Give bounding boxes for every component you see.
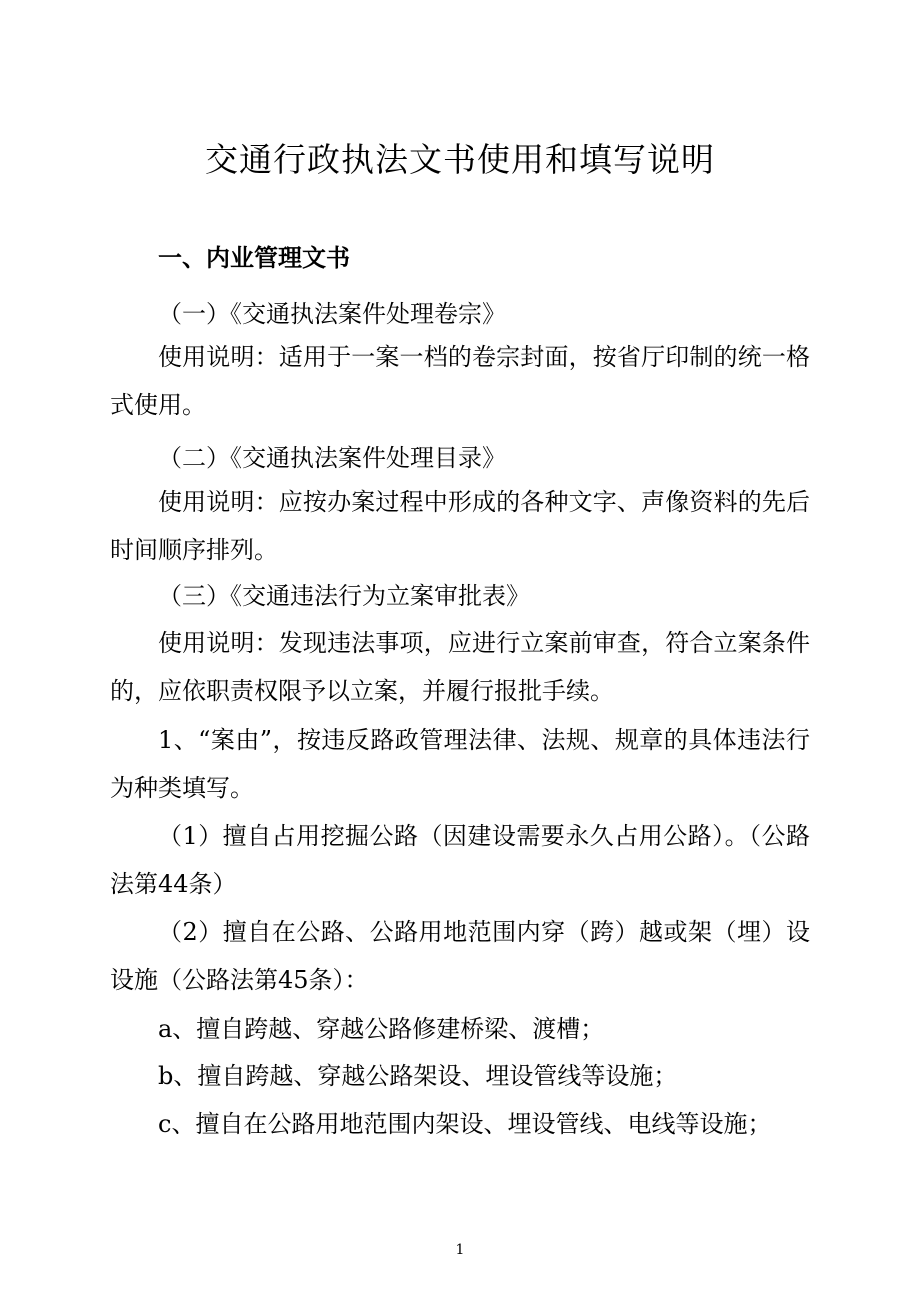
document-title: 交通行政执法文书使用和填写说明 xyxy=(205,140,715,179)
paragraph-item-2-usage: 使用说明：应按办案过程中形成的各种文字、声像资料的先后时间顺序排列。 xyxy=(110,488,810,564)
paragraph-subitem-1: （1）擅自占用挖掘公路（因建设需要永久占用公路）。（公路法第44条） xyxy=(110,822,810,898)
paragraph-item-2-title: （二）《交通执法案件处理目录》 xyxy=(158,444,506,472)
paragraph-item-3-title: （三）《交通违法行为立案审批表》 xyxy=(158,582,530,610)
paragraph-item-1-usage: 使用说明：适用于一案一档的卷宗封面，按省厅印制的统一格式使用。 xyxy=(110,343,810,419)
paragraph-subitem-b: b、擅自跨越、穿越公路架设、埋设管线等设施； xyxy=(158,1062,678,1090)
section-heading: 一、内业管理文书 xyxy=(158,244,350,272)
paragraph-item-3-usage: 使用说明：发现违法事项，应进行立案前审查，符合立案条件的，应依职责权限予以立案，并履行报批手续。 xyxy=(110,629,810,705)
page-number: 1 xyxy=(455,1242,465,1258)
paragraph-subitem-a: a、擅自跨越、穿越公路修建桥梁、渡槽； xyxy=(158,1015,605,1043)
paragraph-item-1-title: （一）《交通执法案件处理卷宗》 xyxy=(158,300,506,328)
paragraph-subitem-2: （2）擅自在公路、公路用地范围内穿（跨）越或架（埋）设设施（公路法第45条）： xyxy=(110,918,810,994)
paragraph-subitem-c: c、擅自在公路用地范围内架设、埋设管线、电线等设施； xyxy=(158,1110,772,1138)
paragraph-case-reason: 1、“案由”，按违反路政管理法律、法规、规章的具体违法行为种类填写。 xyxy=(110,726,810,802)
